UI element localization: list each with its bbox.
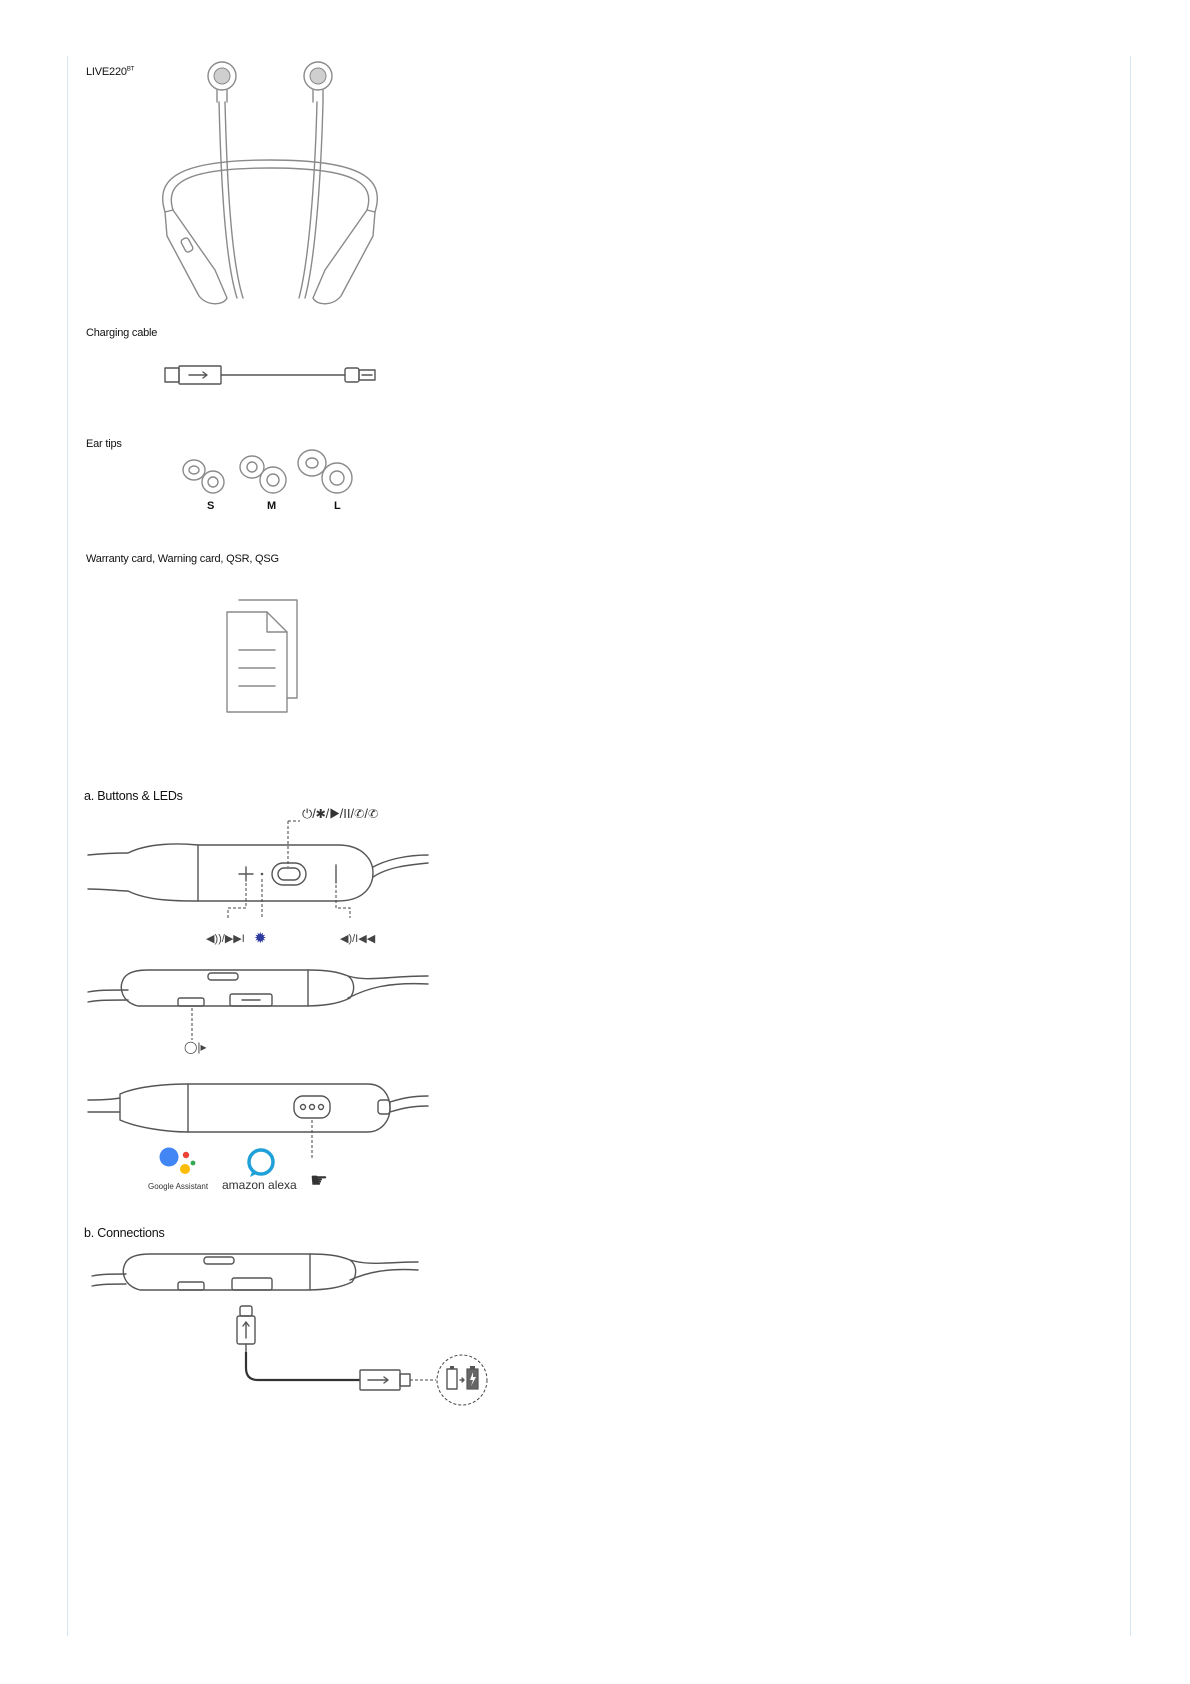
control-unit-top-view [88, 815, 428, 930]
documents-illustration [225, 598, 305, 716]
voice-assistant-button-icon: ◯|▸ [184, 1040, 207, 1054]
ear-tip-size-medium: M [267, 500, 277, 512]
hand-touch-icon: ☛ [310, 1170, 328, 1192]
ear-tips-illustration [180, 445, 360, 495]
documents-label: Warranty card, Warning card, QSR, QSG [86, 553, 279, 565]
amazon-alexa-label: amazon alexa [222, 1178, 297, 1192]
google-assistant-label: Google Assistant [148, 1182, 209, 1191]
left-margin-guide [67, 56, 68, 1636]
google-assistant-logo [158, 1145, 198, 1179]
section-connections-title: b. Connections [84, 1226, 165, 1240]
ear-tip-size-large: L [334, 500, 341, 512]
volume-up-next-track-icon: ◀))/▶▶I [206, 933, 245, 945]
charging-cable-label: Charging cable [86, 327, 158, 339]
neckband-headphones-illustration [155, 60, 385, 310]
ear-tip-size-small: S [207, 500, 215, 512]
ear-tips-label: Ear tips [86, 438, 122, 450]
volume-down-previous-track-icon: ◀)/I◀◀ [340, 933, 376, 945]
right-margin-guide [1130, 56, 1131, 1636]
led-indicator-icon: ✹ [254, 930, 267, 947]
power-icon: ⏻ [302, 806, 313, 821]
multifunction-button-icons: ⏻/✱/▶/II/✆/✆ [302, 806, 379, 821]
section-buttons-leds-title: a. Buttons & LEDs [84, 789, 183, 803]
bluetooth-icon: ✱ [315, 806, 326, 821]
charging-connection-diagram [92, 1250, 492, 1410]
product-model-label: $LIVE220^{BT}$ [86, 66, 135, 78]
control-unit-side-view [88, 968, 428, 1058]
play-pause-icon: ▶/II [329, 806, 351, 821]
amazon-alexa-logo [246, 1148, 276, 1178]
call-icon: ✆/✆ [354, 806, 379, 821]
charging-cable-illustration [163, 365, 378, 385]
